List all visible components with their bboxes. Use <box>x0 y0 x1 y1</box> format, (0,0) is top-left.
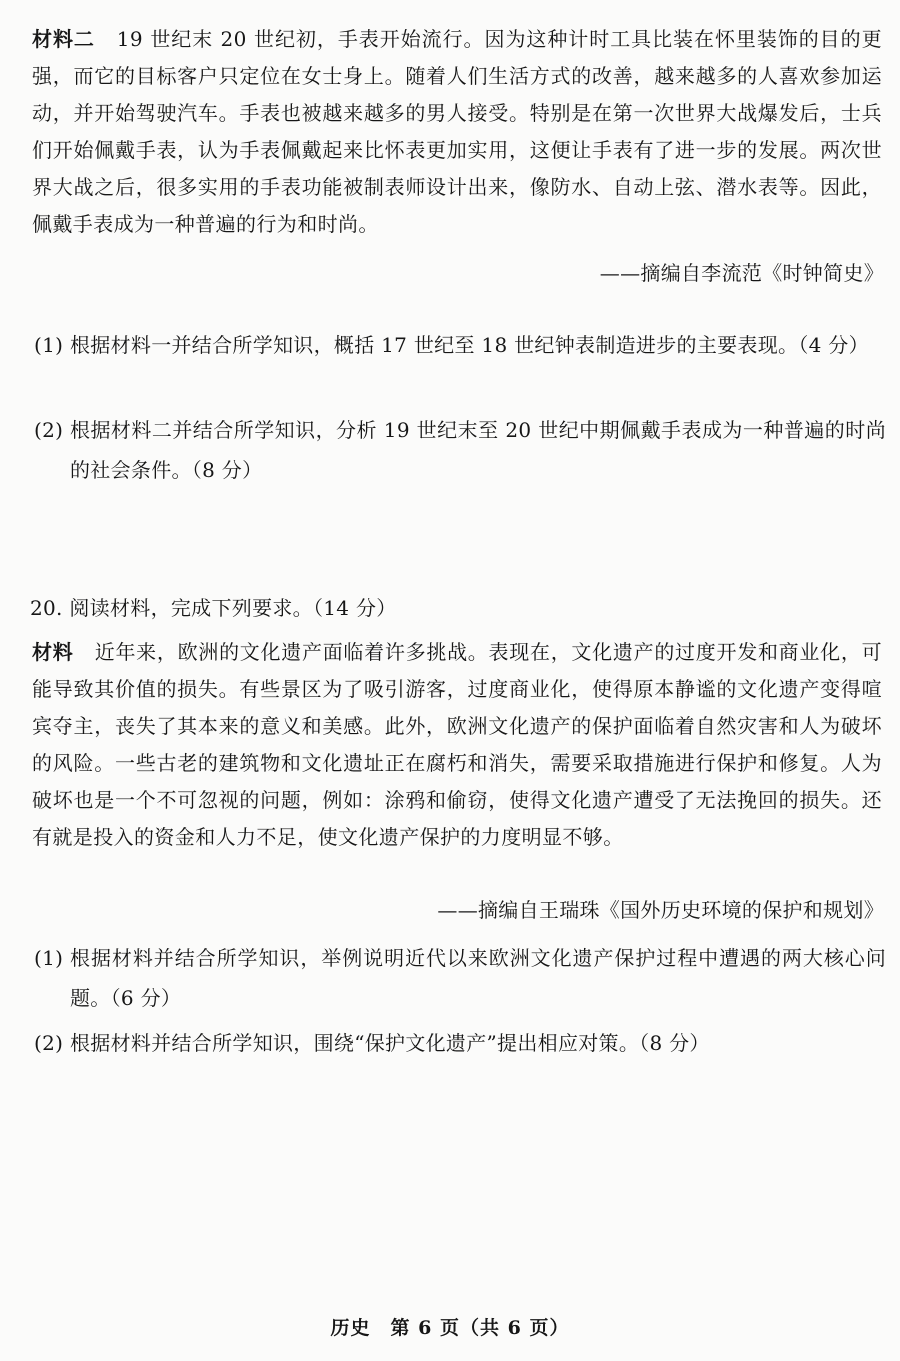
question-20-2 <box>34 1023 886 1063</box>
question-20-1 <box>34 938 886 1018</box>
question-20-2-text: 根据材料并结合所学知识，围绕“保护文化遗产”提出相应对策。（8 分） <box>70 1031 710 1055</box>
material-two-text: 19 世纪末 20 世纪初，手表开始流行。因为这种计时工具比装在怀里装饰的目的更强，而它的目标客户只定位在女士身上。随着人们生活方式的改善，越来越多的人喜欢参加运动，并开始驾驶汽车。手表也被越来越多的男人接受。特别是在第一次世界大战爆发后，士兵们开始佩戴手表，认为手表佩戴起来比怀表更加实用，这便让手表有了进一步的发展。两次世界大战之后，很多实用的手表功能被制表师设计出来，像防水、自动上弦、潜水表等。因此，佩戴手表成为一种普遍的行为和时尚。 <box>32 27 882 236</box>
question-19-1 <box>34 325 886 365</box>
question-20-heading: 20. 阅读材料，完成下列要求。（14 分） <box>30 596 397 620</box>
question-20-1-number: (1) <box>34 946 64 970</box>
question-19-2-text: 根据材料二并结合所学知识，分析 19 世纪末至 20 世纪中期佩戴手表成为一种普遍的时尚的社会条件。（8 分） <box>70 418 886 482</box>
question-19-2-number: (2) <box>34 418 64 442</box>
question-20-2-number: (2) <box>34 1031 64 1055</box>
question-20-material-label: 材料 <box>32 640 74 664</box>
question-20-material <box>32 634 882 856</box>
question-19-1-number: (1) <box>34 333 64 357</box>
question-19-1-text: 根据材料一并结合所学知识，概括 17 世纪至 18 世纪钟表制造进步的主要表现。（4 分） <box>70 333 869 357</box>
material-two-paragraph <box>32 21 882 243</box>
question-20-1-text: 根据材料并结合所学知识，举例说明近代以来欧洲文化遗产保护过程中遭遇的两大核心问题。（6 分） <box>70 946 886 1010</box>
material-two-source: ——摘编自李流范《时钟简史》 <box>599 261 884 285</box>
material-two-label: 材料二 <box>32 27 95 51</box>
page-footer: 历史 第 6 页（共 6 页） <box>330 1317 570 1339</box>
question-20-material-text: 近年来，欧洲的文化遗产面临着许多挑战。表现在，文化遗产的过度开发和商业化，可能导致其价值的损失。有些景区为了吸引游客，过度商业化，使得原本静谧的文化遗产变得喧宾夺主，丧失了其本来的意义和美感。此外，欧洲文化遗产的保护面临着自然灾害和人为破坏的风险。一些古老的建筑物和文化遗址正在腐朽和消失，需要采取措施进行保护和修复。人为破坏也是一个不可忽视的问题，例如：涂鸦和偷窃，使得文化遗产遭受了无法挽回的损失。还有就是投入的资金和人力不足，使文化遗产保护的力度明显不够。 <box>32 640 882 849</box>
question-20-source: ——摘编自王瑞珠《国外历史环境的保护和规划》 <box>437 898 884 922</box>
question-19-2 <box>34 410 886 490</box>
